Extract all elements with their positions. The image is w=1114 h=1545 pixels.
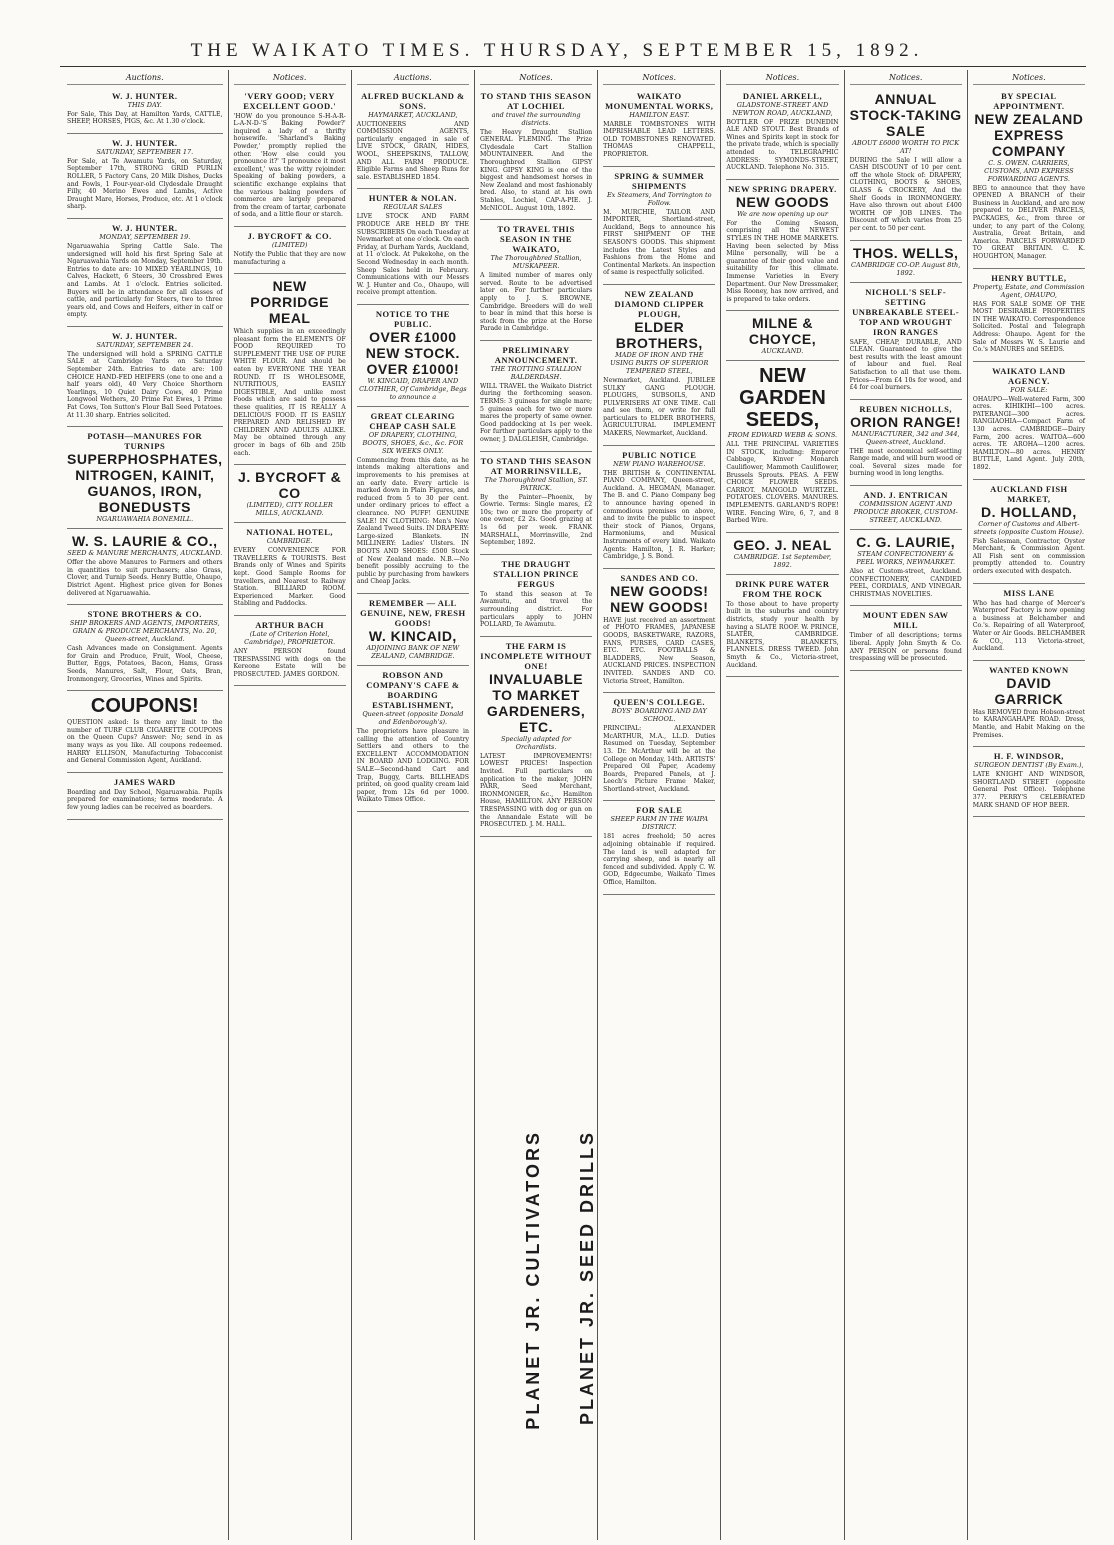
ad-display-title: COUPONS! — [90, 695, 199, 718]
ad-subheading: Corner of Customs and Albert-streets (opposite Custom House). — [973, 519, 1084, 536]
advertisement — [67, 605, 223, 691]
ad-body: HAS FOR SALE SOME OF THE MOST DESIRABLE PROPERTIES IN THE WAIKATO. Correspondence Solicited. Postal and Telegraph Address: Ohaupo. Agent for the Sale of Messrs W. S. Laurie and Co.'s MANURES and SEEDS. — [972, 300, 1085, 354]
advertisement — [973, 269, 1085, 362]
ad-heading: FOR SALE — [636, 805, 683, 816]
ad-heading: H. F. WINDSOR, — [993, 751, 1064, 762]
advertisement — [973, 661, 1085, 747]
advertisement — [850, 241, 962, 283]
ad-heading: HUNTER & NOLAN. — [368, 193, 457, 204]
ad-display-title: OVER £1000 NEW STOCK. OVER £1000! — [365, 328, 460, 377]
ad-subheading: THE TROTTING STALLION BALDERDASH. — [490, 364, 582, 381]
advertisement — [357, 189, 469, 305]
advertisement — [234, 274, 346, 465]
ad-subheading: C. S. OWEN. CARRIERS, CUSTOMS, AND EXPRESS FORWARDING AGENTS. — [984, 158, 1074, 183]
ad-body: LATE KNIGHT AND WINDSOR, SHORTLAND STREET (opposite General Post Office). Telephone 377. PERRY'S CELEBRATED MARK SHAND OF HOP BEER. — [972, 771, 1085, 809]
ad-heading: THE FARM IS INCOMPLETE WITHOUT ONE! — [480, 640, 592, 671]
column-heading: Notices. — [234, 74, 346, 85]
advertisement — [357, 594, 469, 666]
ad-body: Notify the Public that they are now manufacturing a — [233, 250, 346, 266]
advertisement — [850, 486, 962, 530]
ad-display-title: INVALUABLE TO MARKET GARDENERS, ETC. — [486, 670, 586, 735]
ad-display-title: NEW PORRIDGE MEAL — [250, 278, 329, 327]
ad-subheading: Property, Estate, and Commission Agent, OHAUPO, — [973, 282, 1085, 299]
column-2 — [228, 70, 351, 1540]
ad-heading: AND. J. ENTRICAN — [863, 490, 948, 501]
advertisement — [726, 87, 838, 180]
ad-heading: BY SPECIAL APPOINTMENT. — [993, 90, 1065, 111]
ad-display-title: W. S. LAURIE & CO., — [71, 533, 218, 550]
ad-subheading: ADJOINING BANK OF NEW ZEALAND, CAMBRIDGE. — [366, 643, 460, 660]
ad-subheading: (LIMITED), CITY ROLLER MILLS, AUCKLAND. — [246, 501, 333, 518]
advertisement — [67, 327, 223, 427]
ad-body: For the Coming Season, comprising all the NEWEST STYLES IN THE HOME MARKETS. Having been selected by Miss Milne personally, will be a guarantee of their good value and suitability for this climate. Immense Varieties in Every Department. Our New Dressmaker, Miss Rooney, has now arrived, and is prepared to take orders. — [726, 219, 839, 303]
column-heading: Notices. — [603, 74, 715, 85]
ad-subheading: Specially adapted for Orchardists. — [500, 734, 572, 751]
ad-subheading: OF DRAPERY, CLOTHING, BOOTS, SHOES, &c., &c. FOR SIX WEEKS ONLY. — [362, 430, 464, 455]
advertisement — [603, 801, 715, 894]
ad-subheading: STEAM CONFECTIONERY & PEEL WORKS, NEWMARKET. — [856, 550, 956, 567]
ad-body: QUESTION asked: Is there any limit to the number of TURF CLUB CIGARETTE COUPONS on the Queen Cups? Answer: No; send in as many ways as you like. All coupons redeemed. HARRY ELLISON, Manufacturing Tobacconist and General Commission Agent, Auckland. — [67, 719, 223, 765]
advertisement — [480, 341, 592, 452]
advertisement — [603, 285, 715, 446]
ad-body: ALL THE PRINCIPAL VARIETIES IN STOCK, including: Emperor Cabbage, Kinver Monarch Cauliflower, Mammoth Cauliflower, Brussels Sprouts. PEAS. A FEW CHOICE FLOWER SEEDS. CARROT. MANGOLD WURTZEL. POTATOES. CLOVERS. MANURES. IMPLEMENTS. GARLAND'S ROPE! WIRE. Fencing Wire, 6, 7, and 8 Barbed Wire. — [726, 441, 839, 525]
column-heading: Auctions. — [357, 74, 469, 85]
ad-body: Boarding and Day School, Ngaruawahia. Pupils prepared for examinations; terms moderate. A few young ladies can be received as boarders. — [67, 788, 223, 811]
ad-display-title: ORION RANGE! — [850, 413, 962, 430]
ad-heading: THE DRAUGHT STALLION PRINCE FERGUS — [493, 558, 579, 589]
column-7 — [844, 70, 967, 1540]
ad-heading: AUCKLAND FISH MARKET, — [990, 483, 1068, 504]
ad-body: Timber of all descriptions; terms liberal. Apply John Smyth & Co. ANY PERSON or persons found trespassing will be prosecuted. — [849, 632, 962, 663]
ad-subheading: and travel the surrounding districts. — [491, 110, 581, 127]
ad-heading: NEW ZEALAND DIAMOND CLIPPER PLOUGH, — [614, 288, 704, 319]
ad-subheading: Ex Steamers, And Torrington to Follow. — [606, 190, 712, 207]
advertisement — [234, 465, 346, 523]
advertisement — [357, 666, 469, 812]
advertisement — [234, 616, 346, 686]
column-heading: Notices. — [480, 74, 592, 85]
ad-body: THE BRITISH & CONTINENTAL PIANO COMPANY, Queen-street, Auckland. A. HEGMAN, Manager. The B. and C. Piano Company beg to announce having opened in commodious premises on above, and to invite the public to inspect their stock of Pianos, Organs, Harmoniums, and Musical Instruments of every kind. Waikato Agents: Hamilton, J. R. Harker; Cambridge, J. S. Bond. — [603, 469, 716, 561]
ad-subheading: BOYS' BOARDING AND DAY SCHOOL. — [611, 707, 707, 724]
ad-heading: NATIONAL HOTEL, — [246, 527, 333, 538]
advertisement — [603, 167, 715, 285]
advertisement — [480, 87, 592, 221]
ad-body: Also at Custom-street, Auckland. CONFECTIONERY, CANDIED PEEL, CORDIALS, AND VINEGAR. CHRISTMAS NOVELTIES. — [849, 568, 962, 598]
ad-heading: W. J. HUNTER. — [112, 137, 178, 148]
advertisement — [67, 219, 223, 327]
ad-subheading: SEED & MANURE MERCHANTS, AUCKLAND. — [67, 549, 223, 558]
ad-subheading: CAMBRIDGE. 1st September, 1892. — [733, 552, 832, 569]
ad-heading: POTASH—MANURES FOR TURNIPS — [87, 431, 203, 452]
ad-body: DURING the Sale I will allow a CASH DISCOUNT of 10 per cent. off the whole Stock of: DRAPERY, CLOTHING, BOOTS & SHOES, GLASS & CROCKERY, And the Shelf Goods in IRONMONGERY. Have also thrown out about £400 WORTH OF JOB LINES. The Discount off which varies from 25 per cent. to 50 per cent. — [849, 156, 962, 232]
ad-body: 181 acres freehold; 50 acres adjoining obtainable if required. The land is well adapted for carrying sheep, and is nearly all fenced and subdivided. Apply C. W. GOD, Edgecumbe, Waikato Times Office, Hamilton. — [603, 833, 716, 887]
ad-body: BOTTLER OF PRIZE DUNEDIN ALE AND STOUT. Best Brands of Wines and Spirits kept in stock for the private trade, which is specially attended to. TELEGRAPHIC ADDRESS: SYMONDS-STREET, AUCKLAND. Telephone No. 315. — [726, 118, 839, 172]
ad-subheading: AUCKLAND. — [761, 347, 804, 356]
columns-container — [62, 70, 1090, 1540]
ad-display-title: DAVID GARRICK — [994, 674, 1064, 707]
vertical-banner: PLANET JR. SEED DRILLS — [576, 1130, 597, 1426]
ad-heading: WAIKATO LAND AGENCY. — [992, 365, 1066, 386]
ad-subheading: We are now opening up our — [737, 209, 828, 218]
ad-heading: JAMES WARD — [113, 776, 176, 787]
advertisement — [850, 87, 962, 241]
ad-subheading: SURGEON DENTIST (By Exam.), — [974, 761, 1084, 770]
ad-body: THE most economical self-setting Range made, and will burn wood or coal. Several sizes made for burning wood in long lengths. — [849, 447, 962, 478]
masthead: THE WAIKATO TIMES. THURSDAY, SEPTEMBER 15, 1892. — [190, 40, 924, 61]
ad-subheading: SHIP BROKERS AND AGENTS, IMPORTERS, GRAIN & PRODUCE MERCHANTS, No. 20, Queen-street, Auckland. — [69, 619, 220, 644]
ad-heading: NICHOLL'S SELF-SETTING UNBREAKABLE STEEL-TOP AND WROUGHT IRON RANGES — [852, 286, 960, 337]
ad-subheading: The Thoroughbred Stallion, ST. PATRICK. — [484, 475, 588, 492]
ad-heading: HENRY BUTTLE, — [991, 272, 1067, 283]
advertisement — [973, 480, 1085, 584]
ad-heading: W. J. HUNTER. — [112, 222, 178, 233]
advertisement — [480, 452, 592, 555]
ad-display-title: NEW GOODS — [735, 193, 830, 210]
ad-subheading: HAMILTON EAST. — [629, 110, 690, 119]
advertisement — [850, 400, 962, 486]
ad-subheading: REGULAR SALES — [383, 203, 443, 212]
advertisement — [357, 407, 469, 594]
advertisement — [67, 773, 223, 820]
ad-display-title: NEW GOODS! NEW GOODS! — [610, 582, 709, 615]
ad-body: AUCTIONEERS AND COMMISSION AGENTS, particularly engaged in sale of LIVE STOCK, GRAIN, HIDES, WOOL, SHEEPSKINS, TALLOW, AND ALL FARM PRODUCE. Eligible Farms and Sheep Runs for sale. ESTABLISHED 1854. — [356, 120, 469, 181]
ad-body: WILL TRAVEL the Waikato District during the forthcoming season. TERMS: 3 guineas for single mare; 5 guineas each for two or more mares the property of same owner. Good paddocking at 1s per week. For further particulars apply to the owner, J. DALGLEISH, Cambridge. — [479, 382, 593, 444]
column-5 — [597, 70, 720, 1540]
ad-body: Ngaruawahia Spring Cattle Sale. The undersigned will hold his first Spring Sale at Ngaruawahia Yards on Monday, September 19th. Entries to date are: 10 MIXED YEARLINGS, 10 Calves, Hackett, 6 Steers, 30 Crossbred Ewes and Lambs. At 1 o'clock. Entries solicited. Buyers will be in attendance for all classes of cattle, and particularly for Steers, two to three years old, and Cows and Heifers, either in calf or empty. — [67, 242, 223, 319]
ad-heading: W. J. HUNTER. — [112, 330, 178, 341]
column-3 — [351, 70, 474, 1540]
advertisement — [357, 305, 469, 407]
ad-subheading: Queen-street (opposite Donald and Edenborough's). — [362, 709, 464, 726]
ad-heading: REUBEN NICHOLLS, — [859, 403, 952, 414]
column-4 — [474, 70, 597, 1540]
ad-body: MARBLE TOMBSTONES WITH IMPRISHABLE LEAD LETTERS. OLD TOMBSTONES RENOVATED. THOMAS CHAPPELL, PROPRIETOR. — [603, 120, 716, 158]
advertisement — [973, 87, 1085, 269]
column-heading: Notices. — [850, 74, 962, 85]
ad-display-title: SUPERPHOSPHATES, NITROGEN, KAINIT, GUANOS, IRON, BONEDUSTS — [67, 451, 223, 516]
ad-subheading: (LIMITED) — [271, 240, 308, 249]
ad-subheading: COMMISSION AGENT AND PRODUCE BROKER, CUSTOM-STREET, AUCKLAND. — [853, 500, 958, 525]
ad-subheading: W. KINCAID, DRAPER AND CLOTHIER, Of Cambridge, Begs to announce a — [359, 376, 467, 401]
ad-display-title: D. HOLLAND, — [981, 503, 1077, 520]
advertisement — [726, 533, 838, 575]
advertisement — [850, 606, 962, 670]
ad-body: Offer the above Manures to Farmers and others in quantities to suit purchasers; also Grass, Clover, and Turnip Seeds. Henry Buttle, Ohaupo, District Agent. Highest price given for Bones delivered at Ngaruawahia. — [67, 559, 223, 597]
advertisement — [67, 691, 223, 773]
ad-body: ANY PERSON found TRESPASSING with dogs on the Kereone Estate will be PROSECUTED. JAMES GORDON. — [233, 647, 346, 678]
ad-body: Commencing from this date, as he intends making alterations and improvements to his premises at an early date. Every article is marked down in Plain Figures, and reduced from 5 to 30 per cent. under ordinary prices to effect a clearance. NO PUFF! GENUINE SALE! IN CLOTHING: Men's New Zealand Tweed Suits. IN DRAPERY: Large-sized Blankets. IN MILLINERY: Ladies' Ulsters. IN BOOTS AND SHOES: £500 Stock of New Zealand made. N.B.—No benefit possibly accruing to the public by purchasing from hawkers and Cheap Jacks. — [356, 456, 469, 586]
advertisement — [603, 87, 715, 167]
ad-heading: TO TRAVEL THIS SEASON IN THE WAIKATO, — [497, 224, 575, 255]
column-heading: Auctions. — [67, 74, 223, 85]
ad-subheading: NEW PIANO WAREHOUSE. — [613, 459, 706, 468]
ad-body: OHAUPO—Well-watered Farm, 300 acres. KIHIKIHI—100 acres. PATERANGI—300 acres. RANGIAOHIA—Compact Farm of 130 acres. CAMBRIDGE—Dairy Farm, 200 acres. WAITOA—600 acres. TE AROHA—1200 acres. HAMILTON—80 acres. HENRY BUTTLE, Land Agent. July 20th, 1892. — [972, 395, 1085, 472]
ad-subheading: FROM EDWARD WEBB & SONS. — [727, 431, 838, 440]
ad-heading: QUEEN'S COLLEGE. — [613, 697, 706, 708]
advertisement — [726, 311, 838, 361]
advertisement — [726, 575, 838, 677]
ad-heading: MISS LANE — [1003, 587, 1055, 598]
advertisement — [480, 220, 592, 341]
ad-display-title: GEO. J. NEAL — [733, 536, 832, 553]
ad-body: By the Painter—Phoenix, by Gowrie. Terms: Single mares, £2 10s; two or more the property of one owner, £2 2s. Good grazing at 1s 6d per week. FRANK MARSHALL, Morrinsville, 2nd September, 1892. — [479, 493, 593, 547]
ad-heading: SANDES AND CO. — [620, 572, 699, 583]
vertical-banner: PLANET JR. CULTIVATORS — [522, 1130, 543, 1430]
ad-display-title: ANNUAL STOCK-TAKING SALE — [849, 90, 962, 139]
ad-body: Has REMOVED from Hobson-street to KARANGAHAPE ROAD. Dress, Mantle, and Habit Making on the Premises. — [972, 708, 1085, 739]
ad-heading: STONE BROTHERS & CO. — [87, 609, 202, 620]
ad-heading: ROBSON AND COMPANY'S CAFE & BOARDING ESTABLISHMENT, — [366, 669, 460, 710]
ad-body: LIVE STOCK AND FARM PRODUCE ARE HELD BY THE SUBSCRIBERS On each Tuesday at Newmarket at one o'clock. On each Friday, at Durham Yards, Auckland, at 11 o'clock. At Pukekohe, on the Second Wednesday in each month. Sheep Sales held in February. Communications with our Messrs W. J. Hunter and Co., Ohaupo, will receive prompt attention. — [356, 213, 469, 297]
ad-subheading: NGARUAWAHIA BONEMILL. — [96, 515, 194, 524]
ad-body: The Heavy Draught Stallion GENERAL FLEMING. The Prize Clydesdale Cart Stallion MOUNTAINEER. And the Thoroughbred Stallion GIPSY KING. GIPSY KING is one of the biggest and handsomest horses in New Zealand and most fashionably bred. Also, to stand at his own Stables, Lochiel, CAP-A-PIE. J. McNICOL. August 10th, 1892. — [479, 128, 593, 212]
advertisement — [67, 427, 223, 529]
advertisement — [973, 747, 1085, 817]
ad-body: M. MURCHIE, TAILOR AND IMPORTER, Shortland-street, Auckland, Begs to announce his FIRST SHIPMENT OF THE SEASON'S GOODS. This shipment includes the Latest Styles and Fashions from the Home and Continental Markets. An inspection of same is respectfully solicited. — [603, 208, 716, 277]
advertisement — [603, 569, 715, 693]
ad-body: For Sale, This Day, at Hamilton Yards, CATTLE, SHEEP, HORSES, PIGS, &c. At 1.30 o'clock. — [67, 110, 223, 126]
ad-subheading: CAMBRIDGE CO-OP. August 8th, 1892. — [851, 260, 961, 277]
ad-body: Newmarket, Auckland. JUBILEE SULKY GANG PLOUGH. PLOUGHS, SUBSOILS, AND PULVERISERS AT ONE TIME. Call and see them, or write for full particulars to ELDER BROTHERS, AGRICULTURAL IMPLEMENT MAKERS, Newmarket, Auckland. — [603, 376, 716, 438]
ad-heading: DRINK PURE WATER FROM THE ROCK — [735, 578, 830, 599]
advertisement — [726, 361, 838, 533]
ad-heading: PRELIMINARY ANNOUNCEMENT. — [494, 344, 578, 365]
ad-body: SAFE, CHEAP, DURABLE, AND CLEAN. Guaranteed to give the best results with the least amount of labour and fuel. Real Satisfaction to all that use them. Prices—From £4 10s for wood, and £4 for coal burners. — [849, 338, 962, 392]
advertisement — [480, 637, 592, 837]
masthead-rule — [60, 66, 1086, 67]
advertisement — [480, 555, 592, 637]
ad-display-title: MILNE & CHOYCE, — [748, 315, 817, 348]
ad-body: The proprietors have pleasure in calling the attention of Country Settlers and others to the EXCELLENT ACCOMMODATION IN BOARD AND LODGING. FOR SALE—Second-hand Cart and Trap, Buggy, Carts. BILLHEADS printed, on good quality cream laid paper, from 12s 6d per 1000. Waikato Times Office. — [356, 727, 469, 804]
column-heading: Notices. — [973, 74, 1085, 85]
ad-heading: TO STAND THIS SEASON AT MORRINSVILLE, — [480, 455, 592, 476]
ad-body: The undersigned will hold a SPRING CATTLE SALE at Cambridge Yards on Saturday September 24th. Entries to date are: 100 CHOICE HAND-FED HEIFERS (one to one and a half years old), 40 Very Choice Shorthorn Yearlings, 10 Quiet Dairy Cows, 40 Prime Longwool Wethers, 20 Prime Fat Ewes, 1 Prime Fat Cows, Ton Sutton's Flour Ball Seed Potatoes. At 11.30 sharp. Entries solicited. — [67, 350, 223, 419]
ad-heading: WANTED KNOWN — [989, 664, 1069, 675]
advertisement — [67, 134, 223, 219]
advertisement — [973, 362, 1085, 480]
ad-body: LATEST IMPROVEMENTS! LOWEST PRICES! Inspection Invited. Full particulars on application to the maker, JOHN PARR, Seed Merchant, IRONMONGER, &c., Hamilton House, HAMILTON. ANY PERSON TRESPASSING with dog or gun on the Annandale Estate will be PROSECUTED. J. M. HALL. — [479, 752, 593, 829]
ad-display-title: C. G. LAURIE, — [856, 534, 956, 551]
column-6 — [720, 70, 843, 1540]
advertisement — [603, 693, 715, 801]
ad-heading: REMEMBER — ALL GENUINE, NEW, FRESH GOODS! — [360, 597, 466, 628]
ad-body: EVERY CONVENIENCE FOR TRAVELLERS & TOURISTS. Best Brands only of Wines and Spirits kept. Good Sample Rooms for travellers, and Nearest to Railway Station. BILLIARD ROOM. Experienced Marker. Good Stabling and Paddocks. — [233, 547, 346, 608]
ad-heading: GREAT CLEARING CHEAP CASH SALE — [369, 410, 457, 431]
ad-heading: MOUNT EDEN SAW MILL — [862, 610, 949, 631]
ad-body: BEG to announce that they have OPENED A BRANCH of their Business in Auckland, and are now prepared to DELIVER PARCELS, PACKAGES, &c., from three or under, to any part of the Colony, Australia, Great Britain, and America. PARCELS FORWARDED TO GREAT BRITAIN. C. K. HOUGHTON, Manager. — [972, 184, 1085, 260]
ad-body: To those about to have property built in the suburbs and country districts, study your health by having a SLATE ROOF. W. PRINCE, SLATER, CAMBRIDGE. BLANKETS, BLANKETS, FLANNELS. DRESS TWEED. John Smyth & Co., Victoria-street, Auckland. — [726, 600, 839, 669]
ad-subheading: THIS DAY. — [127, 100, 162, 109]
column-heading: Notices. — [726, 74, 838, 85]
ad-heading: NOTICE TO THE PUBLIC. — [375, 308, 450, 329]
advertisement — [234, 227, 346, 274]
ad-display-title: THOS. WELLS, — [852, 244, 959, 261]
ad-display-title: W. KINCAID, — [368, 627, 457, 644]
ad-body: Which supplies in an exceedingly pleasant form the ELEMENTS OF FOOD REQUIRED TO SUPPLEMENT THE USE OF PURE WHITE FLOUR. And should be eaten by EVERYONE THE YEAR ROUND. IT IS WHOLESOME, NUTRITIOUS, EASILY DIGESTIBLE, And unlike most Foods which are said to possess these qualities, IT IS REALLY A DELICIOUS FOOD. IT IS EASILY PREPARED AND RELISHED BY CHILDREN AND ADULTS ALIKE. May be obtained through any grocer in bags of 6lb and 25lb each. — [233, 328, 346, 457]
advertisement — [67, 529, 223, 605]
advertisement — [67, 87, 223, 134]
advertisement — [973, 584, 1085, 661]
ad-display-title: NEW GARDEN SEEDS, — [739, 365, 826, 432]
ad-heading: SPRING & SUMMER SHIPMENTS — [614, 170, 705, 191]
advertisement — [850, 530, 962, 606]
ad-subheading: SATURDAY, SEPTEMBER 24. — [96, 340, 194, 349]
ad-subheading: SHEEP FARM IN THE WAIPA DISTRICT. — [610, 815, 709, 832]
advertisement — [726, 180, 838, 312]
advertisement — [234, 523, 346, 616]
ad-heading: 'VERY GOOD; VERY EXCELLENT GOOD.' — [243, 90, 337, 111]
ad-subheading: HAYMARKET, AUCKLAND, — [368, 110, 458, 119]
column-1 — [62, 70, 228, 1540]
advertisement — [603, 446, 715, 569]
ad-body: To stand this season at Te Awamutu, and travel the surrounding district. For particulars apply to JOHN POLLARD, Te Awamutu. — [479, 590, 593, 629]
ad-subheading: SATURDAY, SEPTEMBER 17. — [96, 147, 194, 156]
ad-body: Fish Salesman, Contractor, Oyster Merchant, & Commission Agent. All Fish sent on commission promptly attended to. Country orders executed with despatch. — [972, 537, 1085, 575]
ad-body: HAVE just received an assortment of PHOTO FRAMES, JAPANESE GOODS, BASKETWARE, RAZORS, FANS, PURSES, CARD CASES, ETC. ETC. FOOTBALLS & BLADDERS, New Season, AUCKLAND PRICES. INSPECTION INVITED. SANDES AND CO. Victoria Street, Hamilton. — [603, 616, 716, 685]
ad-heading: W. J. HUNTER. — [112, 90, 178, 101]
advertisement — [850, 283, 962, 400]
ad-subheading: CAMBRIDGE. — [266, 537, 313, 546]
ad-subheading: FOR SALE: — [1010, 385, 1048, 394]
ad-heading: NEW SPRING DRAPERY. — [728, 183, 837, 194]
ad-display-title: NEW ZEALAND EXPRESS COMPANY — [974, 110, 1084, 159]
ad-heading: ARTHUR BACH — [255, 619, 324, 630]
ad-body: Who has had charge of Mercer's Waterproof Factory is now opening a business at Belchamber and Co.'s. Repairing of all Waterproof, Water or Air Goods. BELCHAMBER & CO., 113 Victoria-street, Auckland. — [972, 599, 1085, 653]
ad-heading: PUBLIC NOTICE — [622, 449, 697, 460]
ad-heading: ALFRED BUCKLAND & SONS. — [361, 90, 465, 111]
ad-subheading: GLADSTONE-STREET AND NEWTON ROAD, AUCKLAND, — [732, 100, 833, 117]
ad-subheading: MANUFACTURER, 342 and 344, Queen-street, Auckland. — [851, 429, 960, 446]
ad-body: Cash Advances made on Consignment. Agents for Grain and Produce, Fruit, Wool, Cheese, Butter, Eggs, Potatoes, Bacon, Hams, Grass Seeds, Manures, Salt, Flour, Oats, Bran, Ironmongery, Groceries, Wines and Spirits. — [67, 645, 223, 683]
ad-heading: WAIKATO MONUMENTAL WORKS, — [605, 90, 714, 111]
advertisement — [234, 87, 346, 227]
ad-heading: DANIEL ARKELL, — [742, 90, 823, 101]
ad-subheading: ABOUT £6000 WORTH TO PICK AT! — [852, 138, 960, 155]
ad-subheading: The Thoroughbred Stallion, MUSKAPEER. — [490, 254, 582, 271]
ad-body: A limited number of mares only served. Route to be advertised later on. For further particulars apply to J. S. BROWNE, Cambridge. Breeders will do well to bear in mind that this horse is stock from the prize at the Horse Parade in Cambridge. — [479, 272, 593, 333]
column-8 — [967, 70, 1090, 1540]
ad-heading: J. BYCROFT & CO. — [247, 230, 332, 241]
ad-body: PRINCIPAL: ALEXANDER McARTHUR, M.A., LL.D. Duties Resumed on Tuesday, September 13. Dr. McArthur will be at the College on Monday, 14th. ARTISTS' Prepared Oil Paper, Academy Boards, Prepared Panels, at J. Leech's Picture Frame Maker, Shortland-street, Auckland. — [603, 725, 716, 793]
advertisement — [357, 87, 469, 190]
ad-display-title: ELDER BROTHERS, — [615, 318, 703, 351]
ad-body: For Sale, at Te Awamutu Yards, on Saturday, September 17th, STRONG GRID PURLIN ROLLER, 5 Factory Cans, 20 Milk Dishes, Ducks and Fowls, 1 Four-year-old Clydesdale Draught Filly, 40 Merino Ewes and Lambs, Active Draught Mare, Horses, Produce, etc. At 1 o'clock sharp. — [67, 157, 223, 211]
ad-body: 'HOW do you pronounce S-H-A-R-L-A-N-D-'S Baking Powder?' inquired a lady of a thrifty housewife. 'Sharland's Baking Powder,' promptly replied the other. 'How else could you pronounce it?' 'I pronounce it most excellent,' was the witty rejoinder. Speaking of baking powders, a scientific exchange explains that the various baking powders of commerce are largely prepared from the cream of tartar, carbonate of soda, and a little flour or starch. — [233, 112, 346, 219]
ad-heading: TO STAND THIS SEASON AT LOCHIEL — [480, 90, 592, 111]
ad-subheading: (Late of Criterion Hotel, Cambridge), PROPRIETOR. — [244, 629, 336, 646]
ad-subheading: MADE OF IRON AND THE USING PARTS OF SUPERIOR TEMPERED STEEL, — [610, 350, 709, 375]
ad-subheading: MONDAY, SEPTEMBER 19. — [99, 232, 191, 241]
ad-display-title: J. BYCROFT & CO — [238, 469, 342, 502]
